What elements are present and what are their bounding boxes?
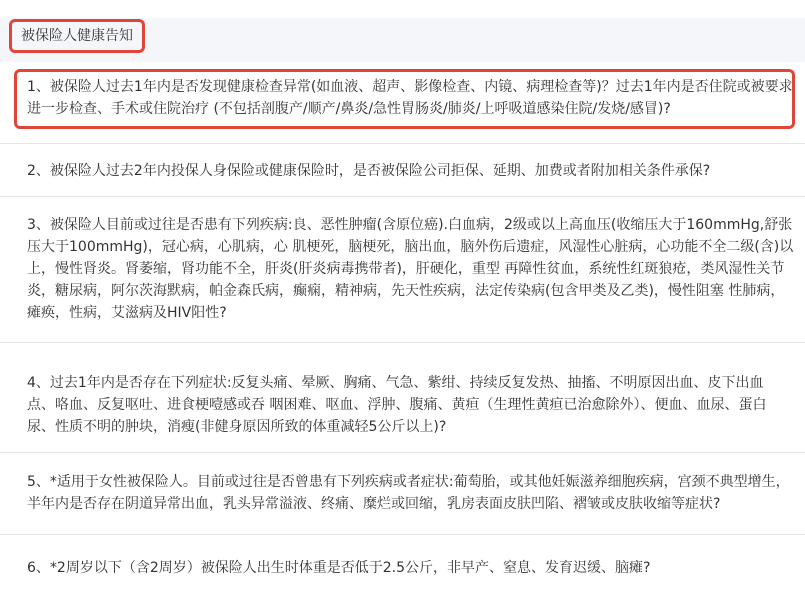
question-4-line-2: 点、咯血、反复呕吐、进食梗噎感或吞 咽困难、呕血、浮肿、腹痛、黄疸（生理性黄疸已治愈除外）、便血、血尿、蛋白 xyxy=(27,397,767,413)
question-5 xyxy=(27,471,797,515)
divider xyxy=(0,534,805,535)
question-1-line-2: 进一步检查、手术或住院治疗 (不包括剖腹产/顺产/鼻炎/急性胃肠炎/肺炎/上呼吸道感染住院/发烧/感冒)? xyxy=(27,101,671,117)
question-4-line-1: 4、过去1年内是否存在下列症状:反复头痛、晕厥、胸痛、气急、紫绀、持续反复发热、抽搐、不明原因出血、皮下出血 xyxy=(27,375,764,391)
question-3 xyxy=(27,214,797,324)
question-3-line-2: 压大于100mmHg)，冠心病，心肌病，心 肌梗死，脑梗死，脑出血，脑外伤后遗症，风湿性心脏病，心功能不全二级(含)以 xyxy=(27,239,794,255)
question-1-line-1: 1、被保险人过去1年内是否发现健康检查异常(如血液、超声、影像检查、内镜、病理检查等)？过去1年内是否住院或被要求 xyxy=(27,79,793,95)
question-3-line-5: 瘫痪，性病，艾滋病及HIV阳性? xyxy=(27,305,227,321)
divider xyxy=(0,342,805,343)
page-title: 被保险人健康告知 xyxy=(9,19,145,53)
question-2-line-1: 2、被保险人过去2年内投保人身保险或健康保险时，是否被保险公司拒保、延期、加费或者附加相关条件承保? xyxy=(27,163,711,179)
question-6 xyxy=(27,557,797,579)
question-3-line-3: 上，慢性肾炎。肾萎缩，肾功能不全，肝炎(肝炎病毒携带者)，肝硬化，重型 再障性贫血，系统性红斑狼疮，类风湿性关节 xyxy=(27,261,785,277)
question-2 xyxy=(27,160,797,182)
divider xyxy=(0,143,805,144)
question-6-line-1: 6、*2周岁以下（含2周岁）被保险人出生时体重是否低于2.5公斤，非早产、窒息、发育迟缓、脑瘫? xyxy=(27,560,651,576)
question-4-line-3: 尿、性质不明的肿块，消瘦(非健身原因所致的体重减轻5公斤以上)? xyxy=(27,419,447,435)
question-3-line-1: 3、被保险人目前或过往是否患有下列疾病:良、恶性肿瘤(含原位癌).白血病，2级或以上高血压(收缩压大于160mmHg,舒张 xyxy=(27,217,793,233)
question-1 xyxy=(27,76,797,120)
divider xyxy=(0,196,805,197)
question-3-line-4: 炎，糖尿病，阿尔茨海默病，帕金森氏病，癫痫，精神病，先天性疾病，法定传染病(包含甲类及乙类)，慢性阻塞 性肺病， xyxy=(27,283,785,299)
question-5-line-2: 半年内是否存在阴道异常出血，乳头异常溢液、终痛、糜烂或回缩，乳房表面皮肤凹陷、褶皱或皮肤收缩等症状? xyxy=(27,496,721,512)
question-4 xyxy=(27,372,797,438)
divider xyxy=(0,452,805,453)
question-5-line-1: 5、*适用于女性被保险人。目前或过往是否曾患有下列疾病或者症状:葡萄胎，或其他妊娠滋养细胞疾病，宫颈不典型增生， xyxy=(27,474,790,490)
